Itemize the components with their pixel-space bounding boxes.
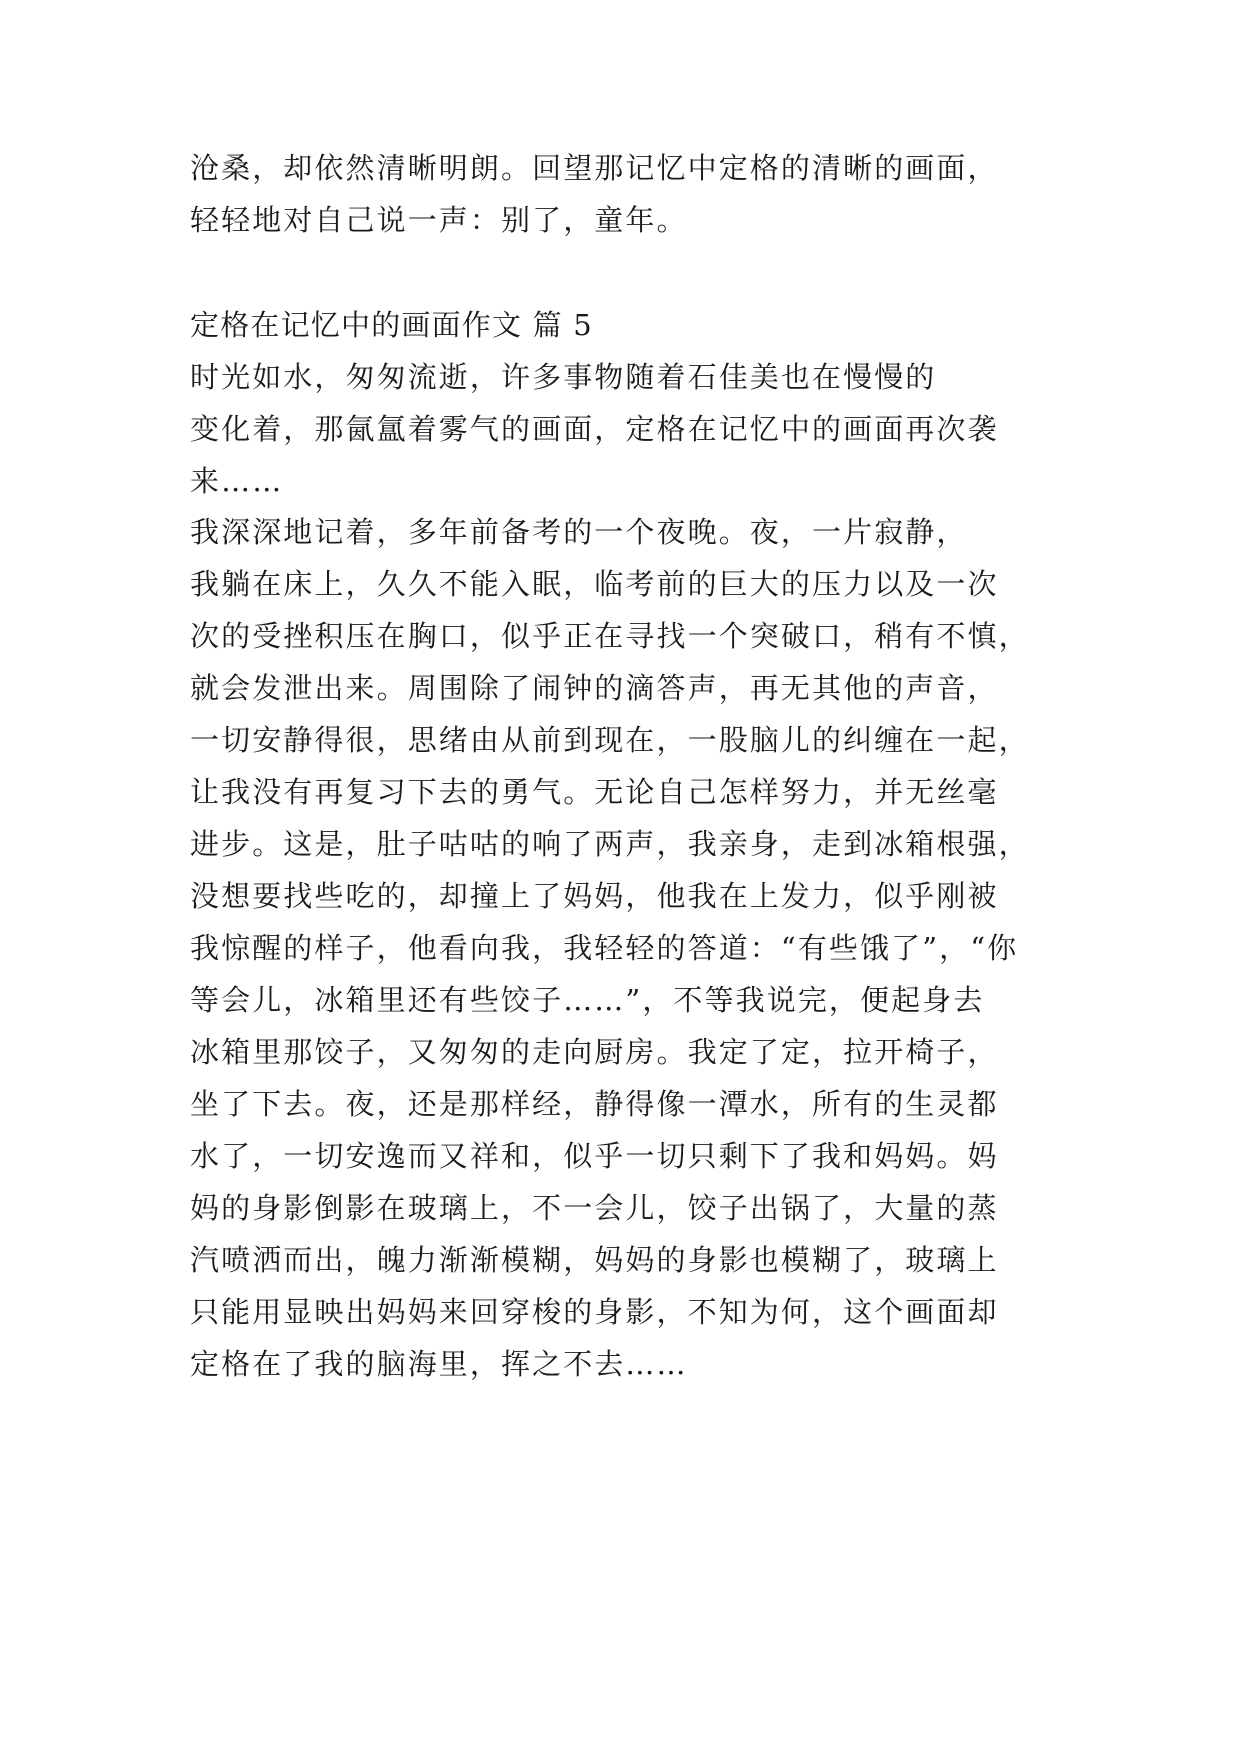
paragraph-line: 就会发泄出来。周围除了闹钟的滴答声，再无其他的声音， bbox=[190, 671, 999, 705]
paragraph-line: 坐了下去。夜，还是那样经，静得像一潭水，所有的生灵都 bbox=[190, 1087, 999, 1121]
paragraph-line: 妈的身影倒影在玻璃上，不一会儿，饺子出锅了，大量的蒸 bbox=[190, 1191, 999, 1225]
paragraph-line: 我惊醒的样子，他看向我，我轻轻的答道：“有些饿了”，“你 bbox=[190, 931, 1019, 965]
paragraph-line: 来…… bbox=[190, 464, 284, 498]
paragraph-line: 次的受挫积压在胸口，似乎正在寻找一个突破口，稍有不慎， bbox=[190, 619, 1030, 653]
paragraph-line: 我躺在床上，久久不能入眠，临考前的巨大的压力以及一次 bbox=[190, 567, 999, 601]
intro-line: 轻轻地对自己说一声：别了，童年。 bbox=[190, 203, 688, 237]
paragraph-line: 只能用显映出妈妈来回穿梭的身影，不知为何，这个画面却 bbox=[190, 1295, 999, 1329]
section-title: 定格在记忆中的画面作文 篇 5 bbox=[190, 308, 593, 342]
paragraph-line: 让我没有再复习下去的勇气。无论自己怎样努力，并无丝毫 bbox=[190, 775, 999, 809]
paragraph-line: 水了，一切安逸而又祥和，似乎一切只剩下了我和妈妈。妈 bbox=[190, 1139, 999, 1173]
paragraph-line: 时光如水，匆匆流逝，许多事物随着石佳美也在慢慢的 bbox=[190, 360, 937, 394]
intro-line: 沧桑，却依然清晰明朗。回望那记忆中定格的清晰的画面， bbox=[190, 151, 999, 185]
paragraph-line: 定格在了我的脑海里，挥之不去…… bbox=[190, 1347, 688, 1381]
paragraph-line: 一切安静得很，思绪由从前到现在，一股脑儿的纠缠在一起， bbox=[190, 723, 1030, 757]
paragraph-line: 汽喷洒而出，魄力渐渐模糊，妈妈的身影也模糊了，玻璃上 bbox=[190, 1243, 999, 1277]
paragraph-line: 进步。这是，肚子咕咕的响了两声，我亲身，走到冰箱根强， bbox=[190, 827, 1030, 861]
paragraph-line: 冰箱里那饺子，又匆匆的走向厨房。我定了定，拉开椅子， bbox=[190, 1035, 999, 1069]
paragraph-line: 等会儿，冰箱里还有些饺子……”，不等我说完，便起身去 bbox=[190, 983, 985, 1017]
paragraph-line: 变化着，那氤氲着雾气的画面，定格在记忆中的画面再次袭 bbox=[190, 412, 999, 446]
paragraph-line: 没想要找些吃的，却撞上了妈妈，他我在上发力，似乎刚被 bbox=[190, 879, 999, 913]
paragraph-line: 我深深地记着，多年前备考的一个夜晚。夜，一片寂静， bbox=[190, 515, 968, 549]
